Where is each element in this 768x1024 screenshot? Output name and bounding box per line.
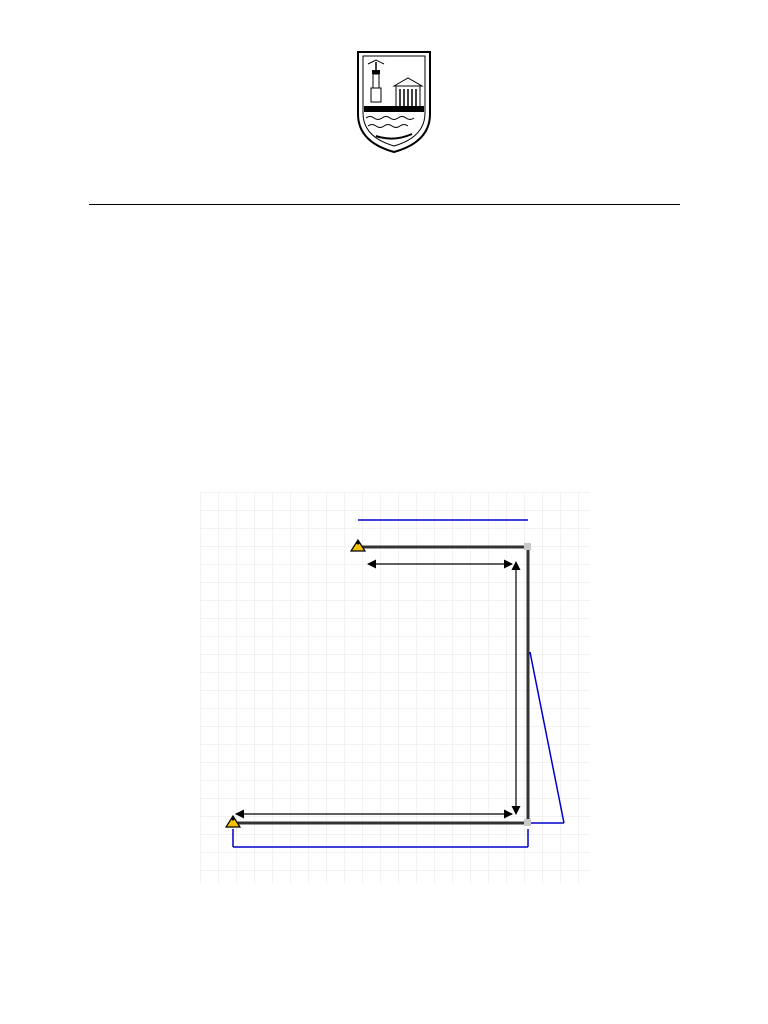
grid-background: [200, 492, 590, 884]
header-divider: [89, 204, 680, 205]
frame-diagram: [200, 492, 590, 884]
joint-c: [524, 819, 531, 826]
joint-b: [524, 543, 531, 550]
university-seal-icon: [354, 50, 434, 154]
